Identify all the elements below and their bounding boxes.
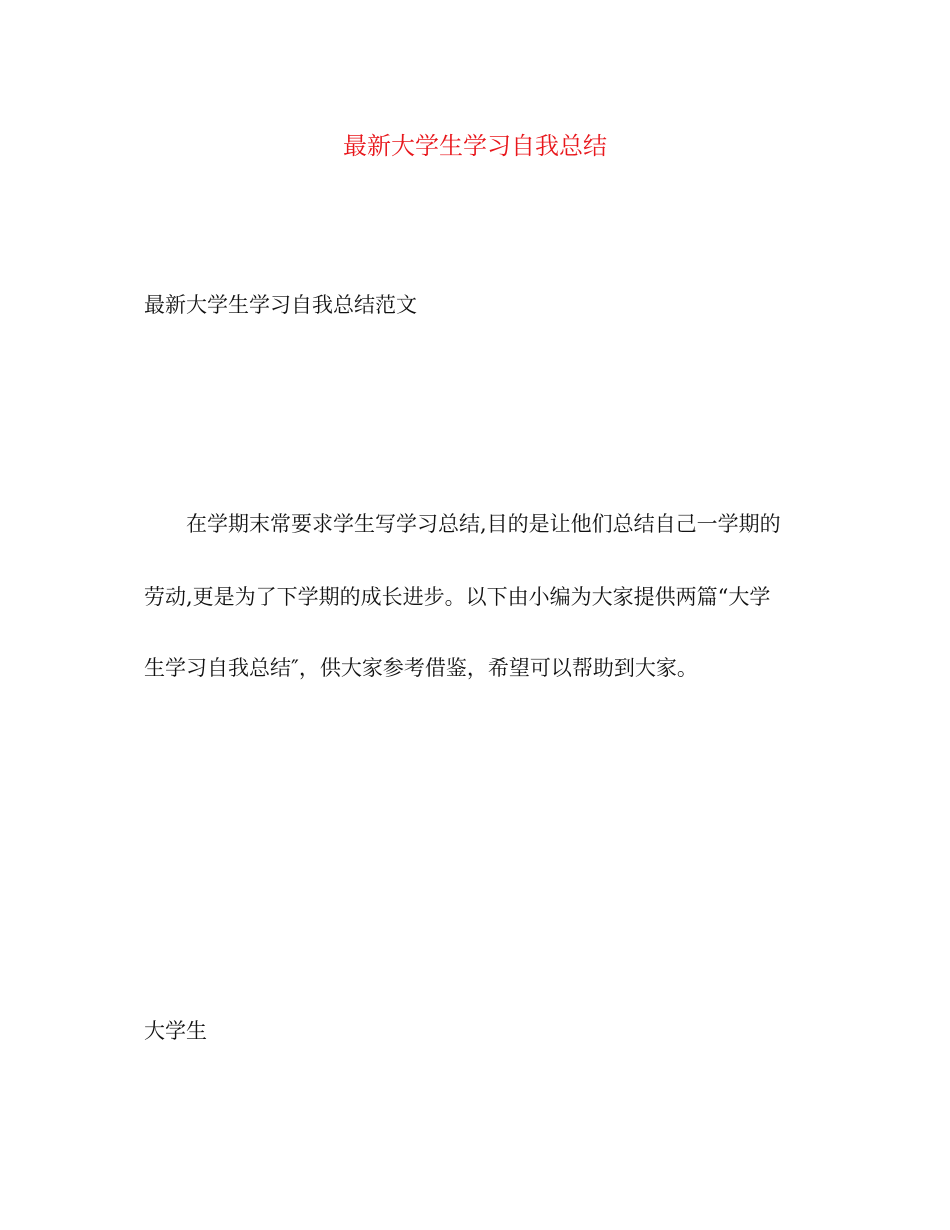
section-heading: 大学生 xyxy=(144,1019,207,1043)
intro-line-3: 生学习自我总结″，供大家参考借鉴，希望可以帮助到大家。 xyxy=(144,656,698,680)
document-title: 最新大学生学习自我总结 xyxy=(343,132,607,160)
intro-line-1: 在学期末常要求学生写学习总结,目的是让他们总结自己一学期的 xyxy=(186,512,781,536)
intro-line-2: 劳动,更是为了下学期的成长进步。以下由小编为大家提供两篇“大学 xyxy=(144,585,771,609)
document-subtitle: 最新大学生学习自我总结范文 xyxy=(144,293,417,317)
